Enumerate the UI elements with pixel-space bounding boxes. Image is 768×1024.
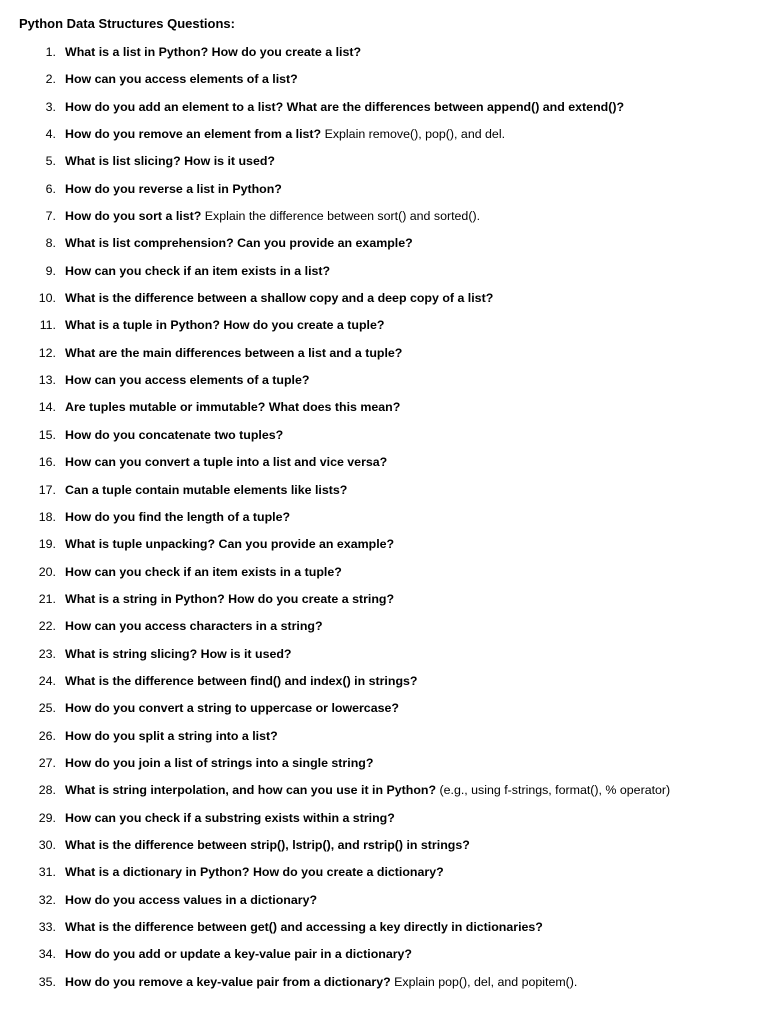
- question-number: 8.: [45, 236, 56, 251]
- question-number: 34.: [38, 947, 56, 962]
- question-main-text: How can you access elements of a list?: [65, 72, 298, 87]
- question-main-text: What is tuple unpacking? Can you provide an example?: [65, 537, 395, 552]
- question-number: 35.: [38, 974, 56, 989]
- question-text: [65, 645, 292, 663]
- question-main-text: How can you access elements of a tuple?: [65, 373, 310, 388]
- question-number: 11.: [39, 318, 56, 333]
- question-main-text: How do you access values in a dictionary?: [65, 892, 318, 907]
- question-text: [65, 289, 493, 307]
- question-number: 17.: [38, 482, 56, 497]
- question-extra-text: (e.g., using f-strings, format(), % operator): [436, 783, 671, 798]
- question-number: 28.: [38, 783, 56, 798]
- question-number: 3.: [45, 99, 56, 114]
- question-number: 20.: [38, 564, 56, 579]
- question-number: 32.: [38, 892, 56, 907]
- question-main-text: What is the difference between strip(), lstrip(), and rstrip() in strings?: [65, 837, 470, 852]
- question-number: 18.: [38, 509, 56, 524]
- question-main-text: How can you check if an item exists in a list?: [65, 263, 331, 278]
- question-text: [65, 918, 543, 936]
- question-main-text: How do you add an element to a list? What are the differences between append() and extend()?: [65, 99, 625, 114]
- question-text: [65, 508, 290, 526]
- question-number: 33.: [38, 920, 56, 934]
- question-main-text: What is a string in Python? How do you create a string?: [65, 591, 395, 606]
- question-text: [65, 481, 347, 499]
- question-text: [65, 398, 400, 416]
- question-text: [65, 973, 577, 991]
- question-main-text: How do you join a list of strings into a single string?: [65, 755, 374, 770]
- question-number: 24.: [38, 673, 56, 688]
- question-main-text: What is string interpolation, and how can you use it in Python?: [65, 783, 437, 798]
- question-main-text: How do you remove a key-value pair from a dictionary?: [65, 974, 391, 989]
- question-main-text: What is a tuple in Python? How do you create a tuple?: [65, 318, 385, 333]
- question-text: [65, 262, 330, 280]
- question-main-text: How do you split a string into a list?: [65, 728, 278, 743]
- question-text: [65, 180, 282, 198]
- question-main-text: How can you check if a substring exists within a string?: [65, 810, 395, 825]
- question-main-text: How do you add or update a key-value pair in a dictionary?: [65, 947, 413, 962]
- question-text: [65, 754, 373, 772]
- question-number: 2.: [45, 72, 56, 87]
- question-main-text: How can you access characters in a string?: [65, 619, 323, 634]
- question-number: 21.: [38, 591, 56, 606]
- question-text: [65, 563, 342, 581]
- question-number: 27.: [38, 755, 56, 770]
- question-number: 14.: [38, 400, 56, 415]
- question-text: [65, 152, 275, 170]
- question-text: [65, 836, 470, 854]
- question-main-text: What is the difference between get() and accessing a key directly in dictionaries?: [65, 920, 543, 934]
- question-number: 5.: [45, 154, 56, 169]
- question-number: 15.: [38, 427, 56, 442]
- question-number: 9.: [45, 263, 56, 278]
- question-text: [65, 891, 317, 909]
- question-main-text: How can you convert a tuple into a list and vice versa?: [65, 455, 388, 470]
- question-extra-text: Explain remove(), pop(), and del.: [321, 127, 506, 142]
- question-text: [65, 535, 394, 553]
- question-text: [65, 590, 394, 608]
- question-main-text: How do you reverse a list in Python?: [65, 181, 282, 196]
- question-text: [65, 125, 505, 143]
- question-text: [65, 809, 395, 827]
- question-text: [65, 672, 417, 690]
- question-main-text: How can you check if an item exists in a tuple?: [65, 564, 342, 579]
- question-text: [65, 863, 444, 881]
- question-text: [65, 453, 387, 471]
- question-text: [65, 371, 309, 389]
- question-text: [65, 727, 278, 745]
- question-main-text: How do you remove an element from a list?: [65, 127, 322, 142]
- question-extra-text: Explain pop(), del, and popitem().: [390, 974, 578, 989]
- question-number: 12.: [38, 345, 56, 360]
- question-text: [65, 316, 384, 334]
- question-text: [65, 98, 624, 116]
- question-number: 31.: [38, 865, 56, 880]
- question-number: 29.: [38, 810, 56, 825]
- question-main-text: How do you find the length of a tuple?: [65, 509, 291, 524]
- question-main-text: How do you concatenate two tuples?: [65, 427, 284, 442]
- question-main-text: What is the difference between a shallow copy and a deep copy of a list?: [65, 291, 494, 306]
- question-number: 16.: [38, 455, 56, 470]
- question-number: 13.: [38, 373, 56, 388]
- question-text: [65, 43, 361, 61]
- question-text: [65, 699, 399, 717]
- question-number: 10.: [38, 291, 56, 306]
- question-number: 4.: [45, 127, 56, 142]
- question-main-text: What are the main differences between a list and a tuple?: [65, 345, 403, 360]
- question-main-text: What is string slicing? How is it used?: [65, 646, 292, 661]
- question-number: 19.: [38, 537, 56, 552]
- question-number: 25.: [38, 701, 56, 716]
- question-text: [65, 945, 412, 963]
- question-number: 1.: [45, 45, 56, 59]
- question-number: 26.: [38, 728, 56, 743]
- question-main-text: How do you convert a string to uppercase or lowercase?: [65, 701, 399, 716]
- question-text: [65, 617, 323, 635]
- question-number: 7.: [45, 209, 56, 224]
- question-text: [65, 234, 413, 252]
- document-title: Python Data Structures Questions:: [19, 16, 235, 31]
- question-main-text: Can a tuple contain mutable elements like lists?: [65, 482, 348, 497]
- question-number: 23.: [38, 646, 56, 661]
- question-main-text: What is a dictionary in Python? How do you create a dictionary?: [65, 865, 444, 880]
- question-main-text: What is list slicing? How is it used?: [65, 154, 275, 169]
- question-text: [65, 344, 402, 362]
- question-text: [65, 781, 670, 799]
- question-number: 6.: [45, 181, 56, 196]
- question-extra-text: Explain the difference between sort() and sorted().: [201, 209, 481, 224]
- question-main-text: Are tuples mutable or immutable? What does this mean?: [65, 400, 401, 415]
- question-main-text: What is a list in Python? How do you create a list?: [65, 45, 362, 59]
- question-main-text: What is the difference between find() and index() in strings?: [65, 673, 418, 688]
- question-number: 22.: [38, 619, 56, 634]
- question-text: [65, 70, 298, 88]
- question-text: [65, 207, 480, 225]
- question-main-text: How do you sort a list?: [65, 209, 202, 224]
- question-text: [65, 426, 283, 444]
- question-main-text: What is list comprehension? Can you provide an example?: [65, 236, 413, 251]
- question-number: 30.: [38, 837, 56, 852]
